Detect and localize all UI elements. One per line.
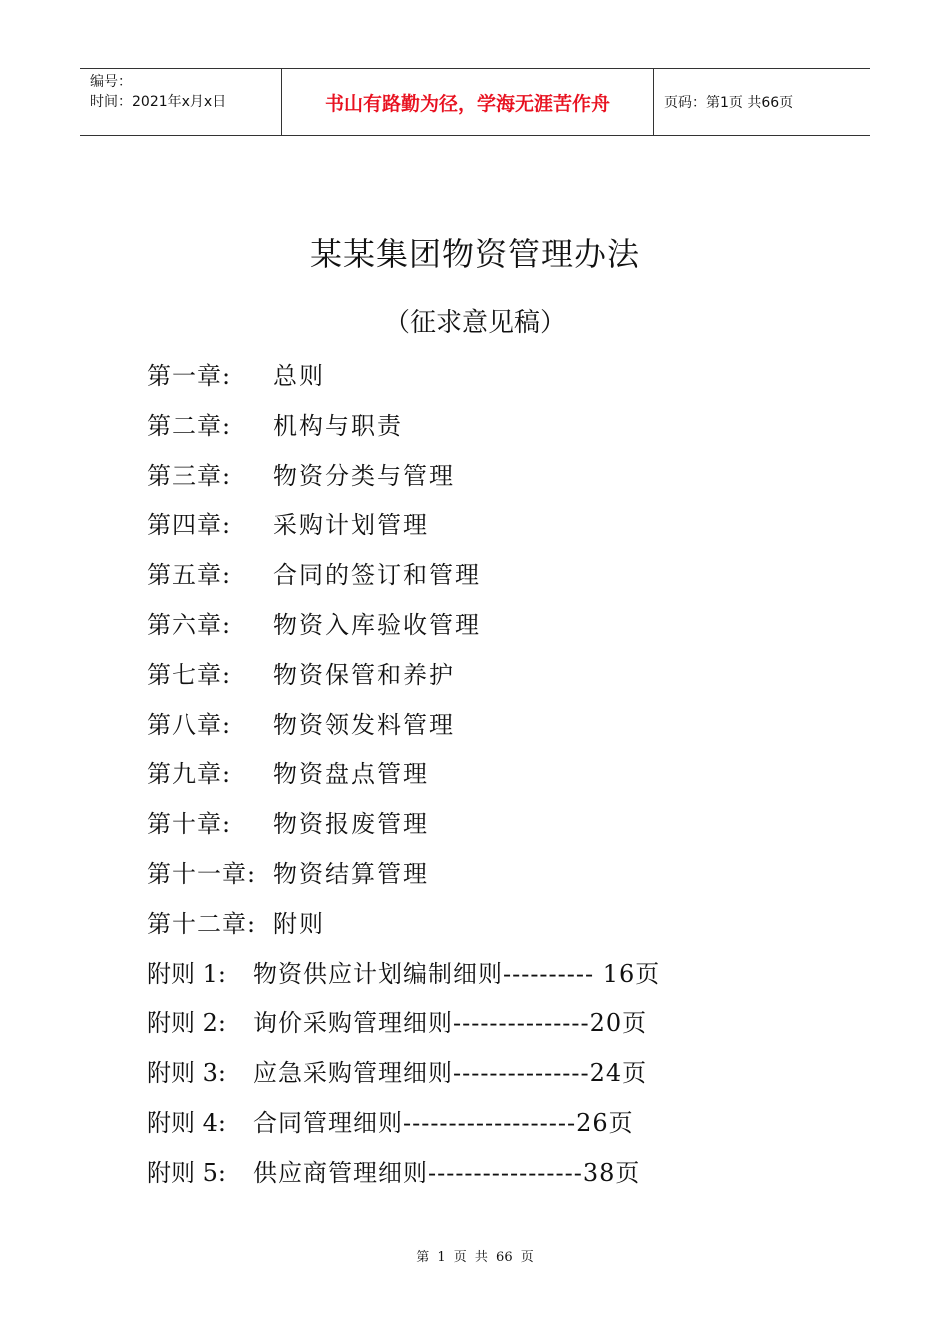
appendix-title: 供应商管理细则-----------------38页 xyxy=(253,1158,641,1187)
chapter-title: 物资分类与管理 xyxy=(273,461,455,490)
appendix-label: 附则 1: xyxy=(147,959,226,988)
chapter-title: 物资入库验收管理 xyxy=(273,610,481,639)
chapter-label: 第十一章: xyxy=(147,859,257,888)
appendix-label: 附则 3: xyxy=(147,1059,226,1088)
chapter-title: 总则 xyxy=(273,362,325,390)
appendix-label: 附则 5: xyxy=(147,1158,226,1187)
chapter-label: 第七章: xyxy=(147,660,232,689)
chapter-label: 第一章: xyxy=(147,362,232,390)
chapter-title: 物资盘点管理 xyxy=(273,760,429,789)
appendix-title: 询价采购管理细则---------------20页 xyxy=(253,1009,648,1038)
chapter-label: 第十章: xyxy=(147,810,232,839)
chapter-label: 第八章: xyxy=(147,710,232,739)
appendix-label: 附则 4: xyxy=(147,1108,226,1137)
chapter-title: 物资领发料管理 xyxy=(273,710,455,739)
chapter-title: 机构与职责 xyxy=(273,411,403,440)
chapter-label: 第十二章: xyxy=(147,909,257,938)
appendix-title: 物资供应计划编制细则---------- 16页 xyxy=(253,959,661,988)
document-title: 某某集团物资管理办法 xyxy=(309,235,640,273)
chapter-title: 物资结算管理 xyxy=(273,859,429,888)
chapter-title: 合同的签订和管理 xyxy=(273,561,481,590)
document-subtitle: （征求意见稿） xyxy=(383,308,566,338)
chapter-title: 采购计划管理 xyxy=(273,511,429,540)
appendix-label: 附则 2: xyxy=(147,1009,226,1038)
appendix-title: 合同管理细则-------------------26页 xyxy=(253,1108,634,1137)
chapter-label: 第九章: xyxy=(147,760,232,789)
header-motto: 书山有路勤为径，学海无涯苦作舟 xyxy=(282,69,654,135)
chapter-label: 第四章: xyxy=(147,511,232,540)
chapter-title: 物资保管和养护 xyxy=(273,660,455,689)
header-meta xyxy=(80,69,282,135)
chapter-label: 第六章: xyxy=(147,610,232,639)
chapter-title: 物资报废管理 xyxy=(273,810,429,839)
document-time-label: 时间：2021年x月x日 xyxy=(90,94,227,110)
chapter-label: 第三章: xyxy=(147,461,232,490)
page-header xyxy=(80,68,870,136)
page-footer: 第 1 页 共 66 页 xyxy=(416,1250,534,1265)
chapter-label: 第二章: xyxy=(147,411,232,440)
chapter-label: 第五章: xyxy=(147,561,232,590)
document-number-label: 编号： xyxy=(90,74,132,90)
chapter-title: 附则 xyxy=(273,909,325,938)
appendix-title: 应急采购管理细则---------------24页 xyxy=(253,1059,648,1088)
header-page-info: 页码：第1页 共66页 xyxy=(664,95,794,111)
